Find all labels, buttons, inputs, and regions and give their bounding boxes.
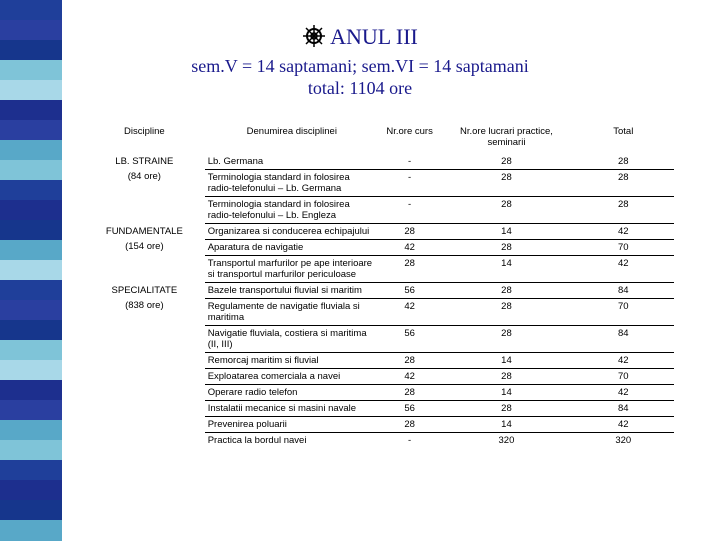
total-cell: 42 (573, 385, 674, 401)
stripe-block (0, 160, 62, 181)
curs-cell: 28 (379, 224, 440, 240)
total-cell: 84 (573, 326, 674, 353)
curs-cell: 56 (379, 326, 440, 353)
col-header-name: Denumirea disciplinei (246, 126, 337, 137)
stripe-block (0, 340, 62, 361)
curs-cell: 56 (379, 283, 440, 299)
category-cell (84, 283, 205, 449)
stripe-block (0, 240, 62, 261)
lucrari-cell: 14 (440, 417, 572, 433)
category-hours: (154 ore) (125, 240, 164, 252)
discipline-name: Prevenirea poluarii (205, 417, 379, 433)
subtitle-semesters: sem.V = 14 saptamani; sem.VI = 14 saptamani (191, 56, 529, 76)
category-name: FUNDAMENTALE (105, 225, 183, 237)
stripe-block (0, 520, 62, 541)
discipline-name: Aparatura de navigatie (205, 240, 379, 256)
subtitle-total: total: 1104 ore (307, 78, 413, 98)
lucrari-cell: 14 (440, 385, 572, 401)
curs-cell: - (379, 170, 440, 197)
total-cell: 42 (573, 224, 674, 240)
category-hours: (84 ore) (127, 171, 161, 182)
stripe-block (0, 200, 62, 221)
stripe-block (0, 400, 62, 421)
curriculum-table (84, 118, 674, 448)
category-name: LB. STRAINE (115, 156, 174, 167)
stripe-block (0, 180, 62, 201)
total-cell: 28 (573, 170, 674, 197)
table-header-row (84, 118, 674, 154)
lucrari-cell: 320 (440, 433, 572, 449)
col-header-curs: Nr.ore curs (386, 126, 433, 137)
wheel-logo-icon (302, 24, 326, 48)
total-cell: 70 (573, 369, 674, 385)
lucrari-cell: 28 (501, 156, 512, 167)
category-cell (84, 154, 205, 224)
stripe-block (0, 460, 62, 481)
curs-cell: - (408, 156, 412, 167)
discipline-name: Lb. Germana (207, 156, 264, 167)
discipline-name: Transportul marfurilor pe ape interioare si transportul marfurilor periculoase (205, 256, 379, 283)
stripe-block (0, 120, 62, 141)
curs-cell: 28 (379, 256, 440, 283)
curs-cell: - (379, 197, 440, 224)
stripe-block (0, 0, 62, 21)
curs-cell: 42 (379, 240, 440, 256)
stripe-block (0, 500, 62, 521)
curs-cell: 42 (379, 299, 440, 326)
category-name: SPECIALITATE (111, 284, 178, 296)
col-header-discipline: Discipline (124, 126, 165, 137)
title-text: ANUL III (330, 24, 418, 49)
lucrari-cell: 28 (440, 283, 572, 299)
category-cell (84, 224, 205, 283)
lucrari-cell: 28 (440, 369, 572, 385)
stripe-block (0, 320, 62, 341)
total-cell: 42 (573, 417, 674, 433)
stripe-block (0, 300, 62, 321)
discipline-name: Remorcaj maritim si fluvial (205, 353, 379, 369)
table-row (84, 154, 674, 170)
lucrari-cell: 28 (440, 240, 572, 256)
lucrari-cell: 28 (440, 401, 572, 417)
stripe-block (0, 480, 62, 501)
total-cell: 320 (573, 433, 674, 449)
discipline-name: Navigatie fluviala, costiera si maritima (II, III) (205, 326, 379, 353)
discipline-name: Terminologia standard in folosirea radio-telefonului – Lb. Germana (205, 170, 379, 197)
stripe-block (0, 260, 62, 281)
lucrari-cell: 28 (440, 170, 572, 197)
stripe-block (0, 440, 62, 461)
discipline-name: Operare radio telefon (205, 385, 379, 401)
stripe-block (0, 420, 62, 441)
stripe-block (0, 140, 62, 161)
curs-cell: 56 (379, 401, 440, 417)
curs-cell: - (379, 433, 440, 449)
total-cell: 84 (573, 283, 674, 299)
discipline-name: Regulamente de navigatie fluviala si maritima (205, 299, 379, 326)
curs-cell: 28 (379, 385, 440, 401)
lucrari-cell: 14 (440, 224, 572, 240)
curs-cell: 28 (379, 353, 440, 369)
col-header-lucrari: Nr.ore lucrari practice, seminarii (459, 126, 553, 148)
total-cell: 28 (618, 156, 629, 167)
discipline-name: Bazele transportului fluvial si maritim (205, 283, 379, 299)
total-cell: 28 (573, 197, 674, 224)
lucrari-cell: 28 (440, 326, 572, 353)
total-cell: 70 (573, 299, 674, 326)
discipline-name: Instalatii mecanice si masini navale (205, 401, 379, 417)
total-cell: 70 (573, 240, 674, 256)
table-row (84, 283, 674, 299)
lucrari-cell: 14 (440, 353, 572, 369)
curs-cell: 42 (379, 369, 440, 385)
total-cell: 84 (573, 401, 674, 417)
total-cell: 42 (573, 256, 674, 283)
stripe-block (0, 100, 62, 121)
stripe-block (0, 280, 62, 301)
category-hours: (838 ore) (125, 299, 164, 311)
lucrari-cell: 14 (440, 256, 572, 283)
table-row (84, 224, 674, 240)
discipline-name: Exploatarea comerciala a navei (205, 369, 379, 385)
stripe-block (0, 380, 62, 401)
stripe-block (0, 360, 62, 381)
stripe-block (0, 220, 62, 241)
discipline-name: Organizarea si conducerea echipajului (205, 224, 379, 240)
curs-cell: 28 (379, 417, 440, 433)
lucrari-cell: 28 (440, 197, 572, 224)
lucrari-cell: 28 (440, 299, 572, 326)
page-title (0, 24, 720, 50)
discipline-name: Terminologia standard in folosirea radio-telefonului – Lb. Engleza (205, 197, 379, 224)
discipline-name: Practica la bordul navei (205, 433, 379, 449)
col-header-total: Total (613, 126, 634, 137)
total-cell: 42 (573, 353, 674, 369)
